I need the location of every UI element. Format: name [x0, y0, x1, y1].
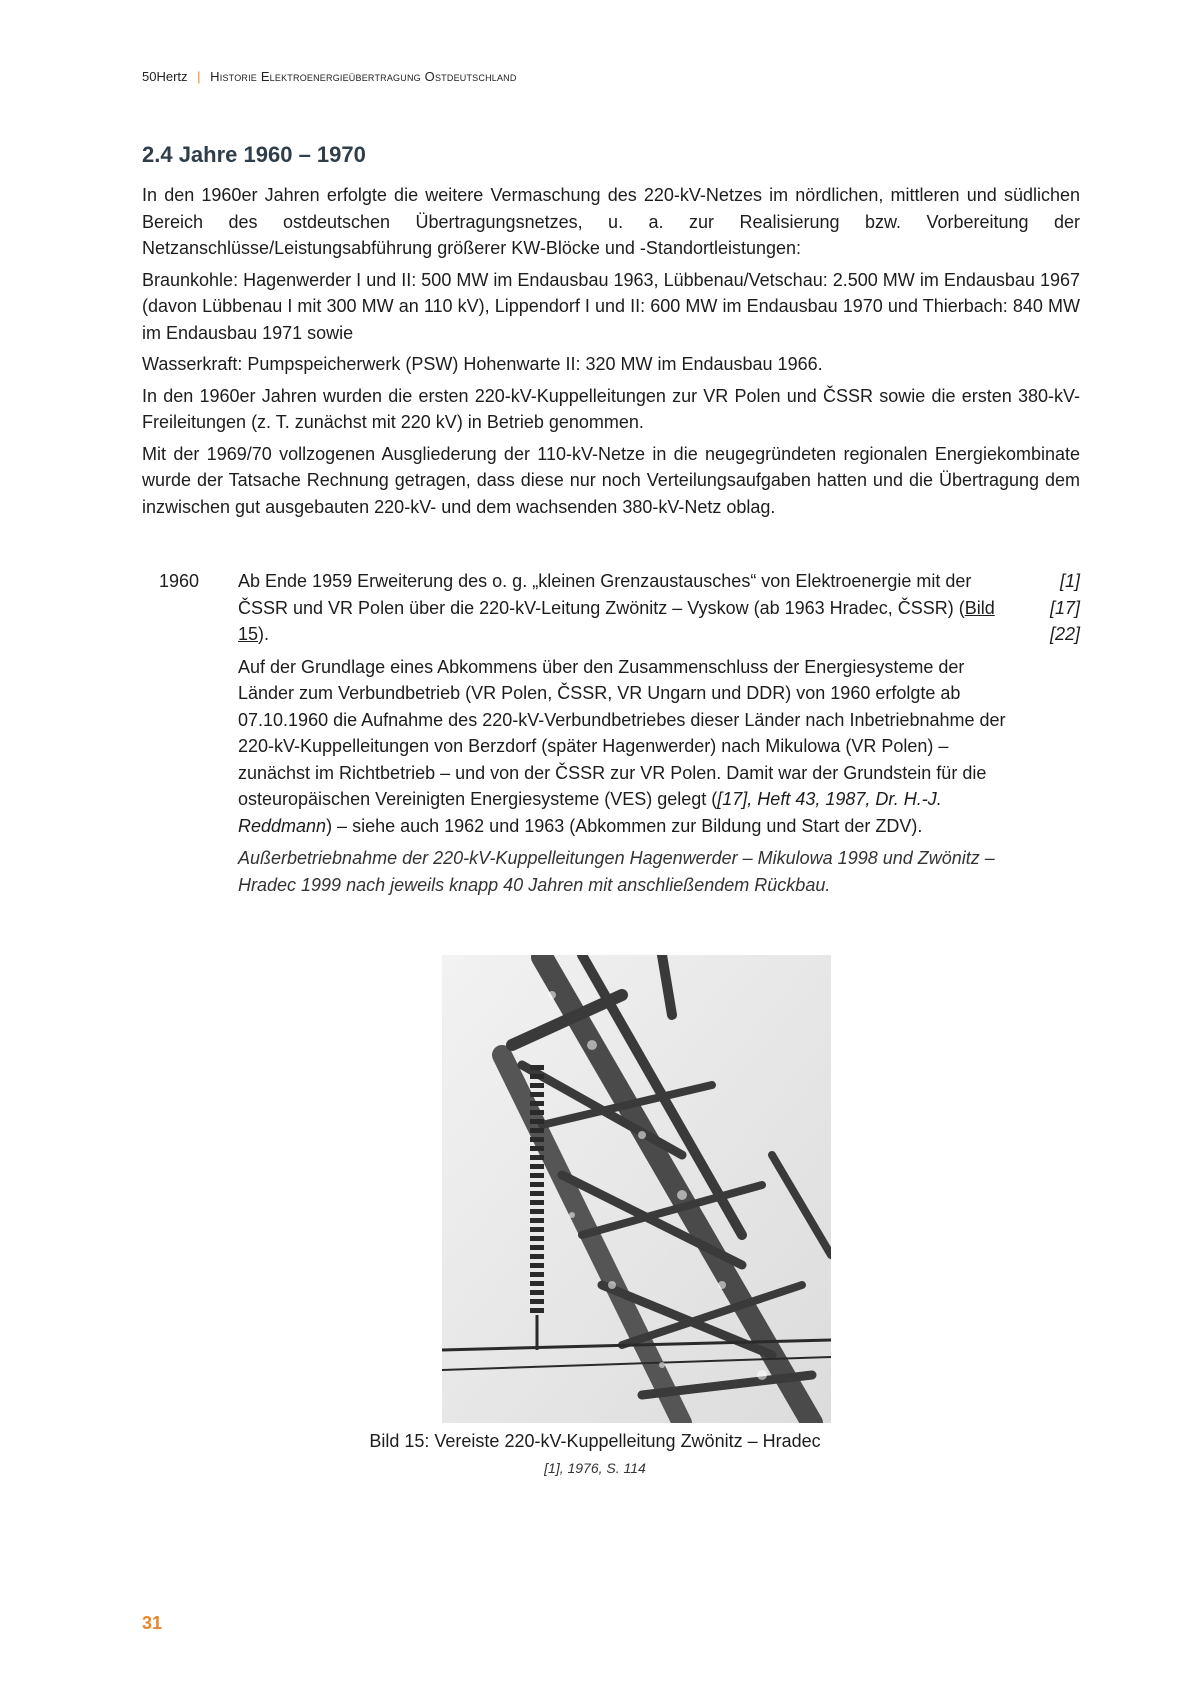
entry-year: 1960	[159, 571, 200, 591]
entry-text: Auf der Grundlage eines Abkommens über den Zusammenschluss der Energiesysteme der Länder zum Verbundbetrieb (VR Polen, ČSSR, VR Ungarn und DDR) von 1960 erfolgte ab 07.10.1960 die Aufnahme des 220-kV-Verbundbetriebes dieser Länder nach Inbetriebnahme der 220-kV-Kuppelleitungen von Berzdorf (später Hagenwerder) nach Mikulowa (VR Polen) – zunächst im Richtbetrieb – und von der ČSSR zur VR Polen. Damit war der Grundstein für die osteuropäischen Vereinigten Energiesysteme (VES) gelegt (	[238, 656, 1006, 809]
entry-body	[238, 568, 1023, 904]
entry-text: ).	[258, 624, 270, 644]
entry-references	[1050, 568, 1080, 648]
intro-paragraph: In den 1960er Jahren erfolgte die weitere Vermaschung des 220-kV-Netzes im nördlichen, mittleren und südlichen Bereich des ostdeutschen Übertragungsnetzes, u. a. zur Realisierung bzw. Vorbereitung der Netzanschlüsse/Leistungsabführung größerer KW-Blöcke und -Standortleistungen:	[142, 185, 1080, 258]
entry-note: Außerbetriebnahme der 220-kV-Kuppelleitungen Hagenwerder – Mikulowa 1998 und Zwönitz – Hradec 1999 nach jeweils knapp 40 Jahren mit anschließendem Rückbau.	[238, 848, 995, 895]
entry-text: Ab Ende 1959 Erweiterung des o. g. „kleinen Grenzaustausches“ von Elektroenergie mit der ČSSR und VR Polen über die 220-kV-Leitung Zwönitz – Vyskow (ab 1963 Hradec, ČSSR) (	[238, 571, 972, 618]
header-brand: 50Hertz	[142, 69, 188, 84]
entry-text: ) – siehe auch 1962 und 1963 (Abkommen zur Bildung und Start der ZDV).	[326, 815, 923, 836]
entry-paragraph	[238, 568, 1023, 648]
transmission-tower-photo	[442, 955, 831, 1423]
page-number: 31	[142, 1613, 163, 1633]
iced-tower-illustration	[442, 955, 831, 1423]
figure-source: [1], 1976, S. 114	[544, 1460, 646, 1476]
header-subtitle: Historie Elektroenergieübertragung Ostdeutschland	[210, 69, 517, 84]
intro-paragraph: Braunkohle: Hagenwerder I und II: 500 MW im Endausbau 1963, Lübbenau/Vetschau: 2.500 MW im Endausbau 1967 (davon Lübbenau I mit 300 MW an 110 kV), Lippendorf I und II: 600 MW im Endausbau 1970 und Thierbach: 840 MW im Endausbau 1971 sowie	[142, 269, 1080, 343]
header-separator: |	[197, 69, 201, 84]
reference-17: [17]	[1049, 597, 1080, 618]
section-title: 2.4 Jahre 1960 – 1970	[142, 142, 366, 167]
figure-link[interactable]: Bild 15	[238, 597, 995, 644]
intro-text	[142, 182, 1080, 525]
intro-paragraph: Wasserkraft: Pumpspeicherwerk (PSW) Hohenwarte II: 320 MW im Endausbau 1966.	[142, 354, 823, 374]
page-header	[142, 69, 517, 84]
intro-paragraph: In den 1960er Jahren wurden die ersten 220-kV-Kuppelleitungen zur VR Polen und ČSSR sowie die ersten 380-kV-Freileitungen (z. T. zunächst mit 220 kV) in Betrieb genommen.	[142, 385, 1080, 432]
intro-paragraph: Mit der 1969/70 vollzogenen Ausgliederung der 110-kV-Netze in die neugegründeten regionalen Energiekombinate wurde der Tatsache Rechnung getragen, dass diese nur noch Verteilungsaufgaben hatten und die Übertragung dem inzwischen gut ausgebauten 220-kV- und dem wachsenden 380-kV-Netz oblag.	[142, 443, 1080, 517]
reference-22: [22]	[1049, 624, 1080, 644]
figure-caption: Bild 15: Vereiste 220-kV-Kuppelleitung Zwönitz – Hradec	[369, 1431, 821, 1451]
entry-citation: [17], Heft 43, 1987, Dr. H.-J. Reddmann	[238, 789, 942, 836]
reference-1: [1]	[1059, 571, 1080, 591]
entry-paragraph	[238, 654, 1023, 840]
